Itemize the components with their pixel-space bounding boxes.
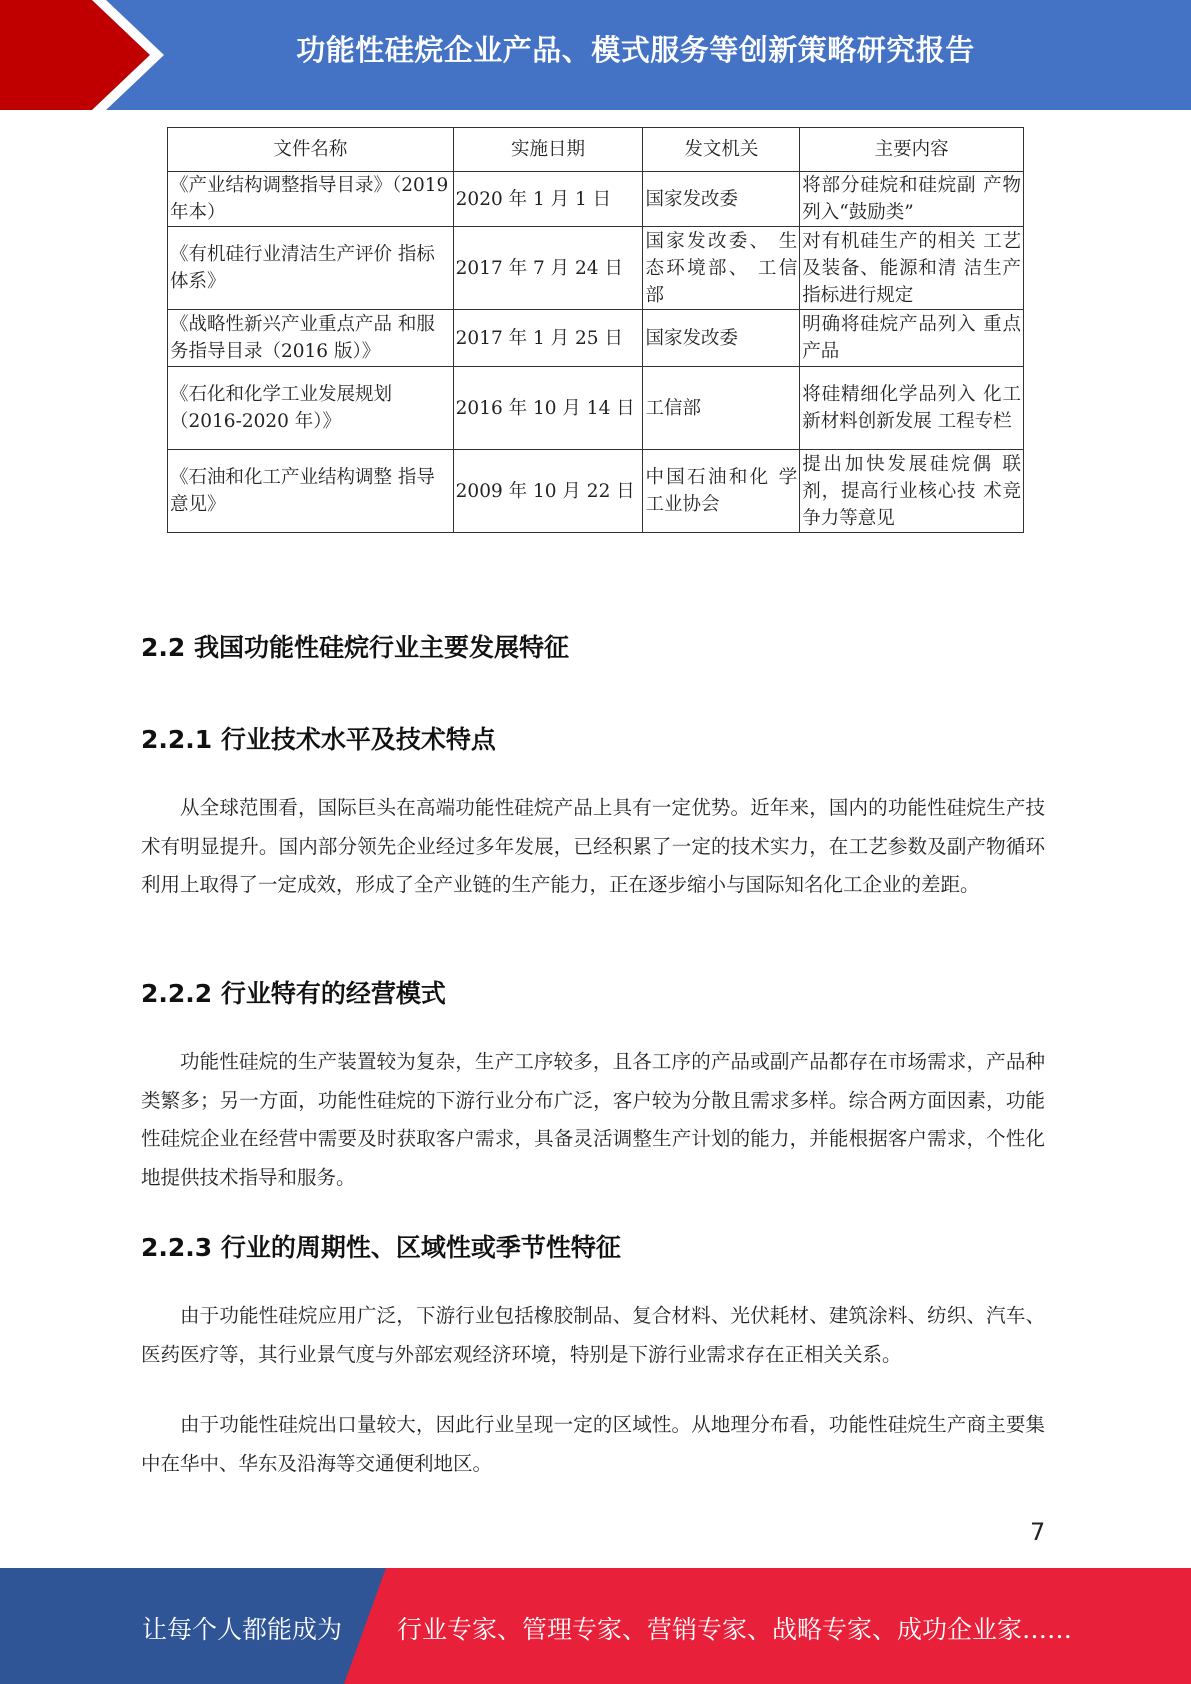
page-number: 7 <box>1030 1518 1046 1546</box>
cell-content: 将部分硅烷和硅烷副 产物列入“鼓励类” <box>800 172 1024 227</box>
cell-date: 2016 年 10 月 14 日 <box>453 367 643 450</box>
cell-content: 对有机硅生产的相关 工艺及装备、能源和清 洁生产指标进行规定 <box>800 227 1024 310</box>
table-row <box>168 227 1024 310</box>
cell-name: 《石油和化工产业结构调整 指导意见》 <box>168 450 454 533</box>
table-row <box>168 450 1024 533</box>
cell-content: 将硅精细化学品列入 化工新材料创新发展 工程专栏 <box>800 367 1024 450</box>
paragraph-technology: 从全球范围看，国际巨头在高端功能性硅烷产品上具有一定优势。近年来，国内的功能性硅烷生产技术有明显提升。国内部分领先企业经过多年发展，已经积累了一定的技术实力，在工艺参数及副产物循环利用上取得了一定成效，形成了全产业链的生产能力，正在逐步缩小与国际知名化工企业的差距。 <box>141 796 1045 896</box>
cell-name: 《战略性新兴产业重点产品 和服务指导目录（2016 版）》 <box>168 310 454 367</box>
table-row <box>168 172 1024 227</box>
cell-agency: 国家发改委、 生态环境部、 工信部 <box>643 227 800 310</box>
table-row <box>168 310 1024 367</box>
cell-agency: 中国石油和化 学工业协会 <box>643 450 800 533</box>
policy-table <box>167 127 1024 533</box>
cell-name: 《有机硅行业清洁生产评价 指标体系》 <box>168 227 454 310</box>
header-title: 功能性硅烷企业产品、模式服务等创新策略研究报告 <box>296 33 975 67</box>
cell-date: 2009 年 10 月 22 日 <box>453 450 643 533</box>
footer-band <box>0 1568 1191 1684</box>
cell-name: 《石化和化学工业发展规划（2016-2020 年）》 <box>168 367 454 450</box>
cell-agency: 国家发改委 <box>643 172 800 227</box>
column-header-date: 实施日期 <box>453 128 643 172</box>
cell-content: 提出加快发展硅烷偶 联剂，提高行业核心技 术竞争力等意见 <box>800 450 1024 533</box>
paragraph-business-model: 功能性硅烷的生产装置较为复杂，生产工序较多，且各工序的产品或副产品都存在市场需求，产品种类繁多；另一方面，功能性硅烷的下游行业分布广泛，客户较为分散且需求多样。综合两方面因素，功能性硅烷企业在经营中需要及时获取客户需求，具备灵活调整生产计划的能力，并能根据客户需求，个性化地提供技术指导和服务。 <box>141 1050 1045 1189</box>
column-header-name: 文件名称 <box>168 128 454 172</box>
subsection-heading-technology: 2.2.1 行业技术水平及技术特点 <box>141 725 496 754</box>
footer-slogan-right: 行业专家、管理专家、营销专家、战略专家、成功企业家…… <box>397 1615 1073 1644</box>
subsection-heading-cyclicality: 2.2.3 行业的周期性、区域性或季节性特征 <box>141 1233 621 1262</box>
footer-slogan-left: 让每个人都能成为 <box>142 1615 343 1644</box>
column-header-content: 主要内容 <box>800 128 1024 172</box>
table-row <box>168 367 1024 450</box>
subsection-heading-business-model: 2.2.2 行业特有的经营模式 <box>141 979 446 1008</box>
section-heading: 2.2 我国功能性硅烷行业主要发展特征 <box>141 633 569 662</box>
cell-name: 《产业结构调整指导目录》（2019 年本） <box>168 172 454 227</box>
paragraph-cyclicality: 由于功能性硅烷应用广泛，下游行业包括橡胶制品、复合材料、光伏耗材、建筑涂料、纺织、汽车、医药医疗等，其行业景气度与外部宏观经济环境，特别是下游行业需求存在正相关关系。 <box>141 1304 1045 1366</box>
cell-agency: 国家发改委 <box>643 310 800 367</box>
header-band <box>0 0 1191 110</box>
column-header-agency: 发文机关 <box>643 128 800 172</box>
cell-date: 2017 年 1 月 25 日 <box>453 310 643 367</box>
table-header-row <box>168 128 1024 172</box>
cell-date: 2020 年 1 月 1 日 <box>453 172 643 227</box>
cell-content: 明确将硅烷产品列入 重点产品 <box>800 310 1024 367</box>
cell-date: 2017 年 7 月 24 日 <box>453 227 643 310</box>
paragraph-regionality: 由于功能性硅烷出口量较大，因此行业呈现一定的区域性。从地理分布看，功能性硅烷生产商主要集中在华中、华东及沿海等交通便利地区。 <box>141 1413 1045 1475</box>
cell-agency: 工信部 <box>643 367 800 450</box>
